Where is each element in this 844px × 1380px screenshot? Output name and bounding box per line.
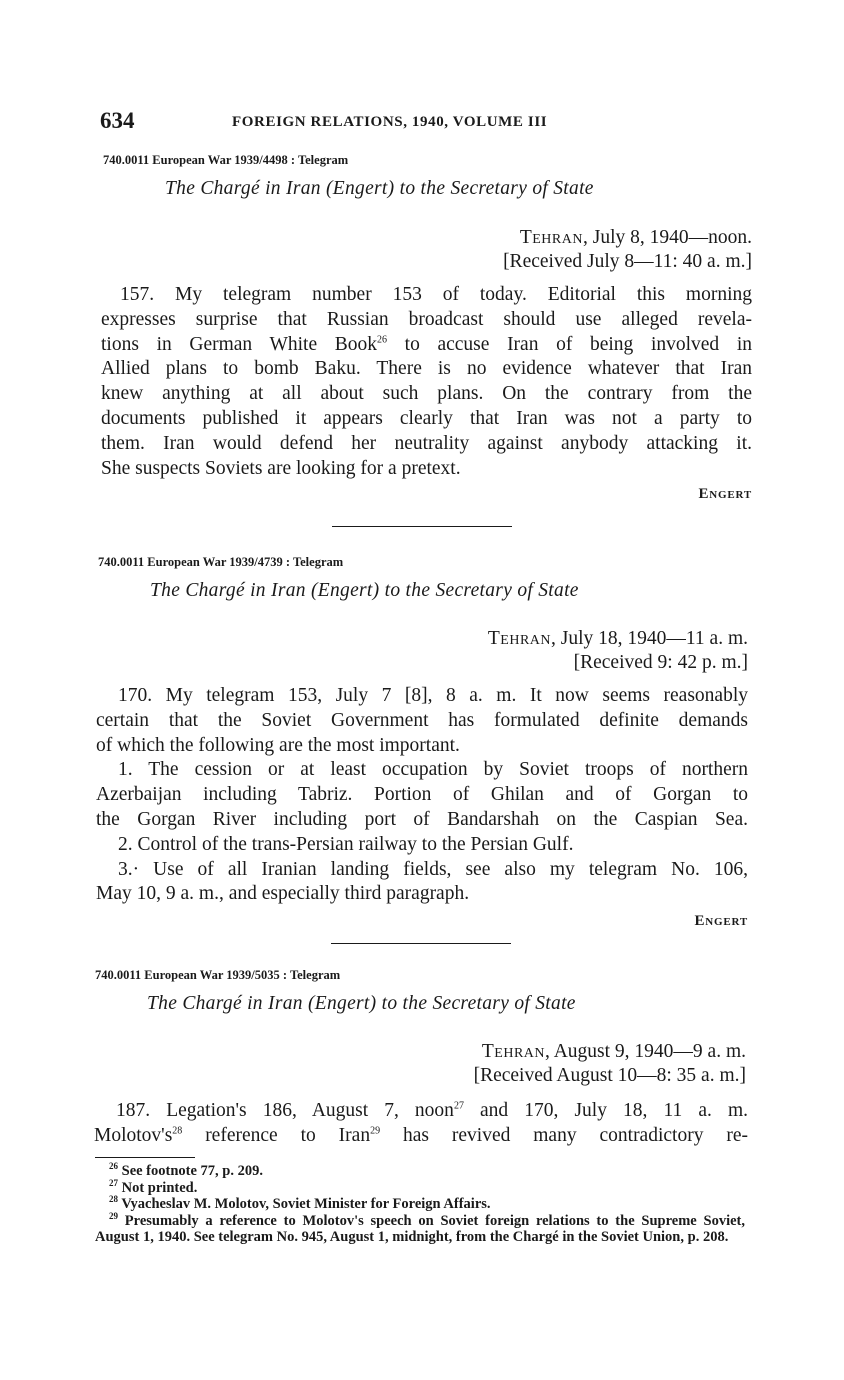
body-line: the Gorgan River including port of Bandarshah on the Caspian Sea. bbox=[96, 808, 748, 830]
body-line: of which the following are the most important. bbox=[96, 734, 460, 756]
dateline bbox=[503, 226, 752, 274]
dateline bbox=[488, 627, 748, 675]
footnote-ref: 28 bbox=[172, 1125, 183, 1137]
footnote-ref: 29 bbox=[370, 1125, 381, 1137]
section-divider bbox=[331, 943, 511, 944]
running-head bbox=[100, 108, 750, 138]
dateline-place: Tehran bbox=[487, 628, 552, 649]
signature: Engert bbox=[694, 913, 748, 929]
dateline-date: , July 18, 1940—11 a. m. bbox=[551, 628, 748, 649]
footnote-divider bbox=[95, 1157, 195, 1158]
body-line: May 10, 9 a. m., and especially third paragraph. bbox=[96, 883, 470, 905]
dateline bbox=[474, 1040, 746, 1088]
telegram-body bbox=[96, 684, 748, 907]
footnote: $^{29}$ Presumably a reference to Molotov's speech on Soviet foreign relations to the Supreme Soviet, August 1, 1940. See telegram No. 945, August 1, midnight, from the Chargé in the Soviet Union, p. 208. bbox=[95, 1210, 745, 1245]
dateline-place: Tehran bbox=[519, 227, 583, 248]
body-line: $Molotov's^{28}$ reference to Iran$^{29}$ has revived many contradictory re- bbox=[94, 1124, 748, 1146]
document-title: The Chargé in Iran (Engert) to the Secretary of State bbox=[165, 178, 594, 199]
body-line: 1. The cession or at least occupation by Soviet troops of northern bbox=[118, 759, 748, 781]
footnote-ref: 27 bbox=[453, 1100, 464, 1112]
body-line: 187. Legation's 186, August 7, noon$^{27}$ and 170, July 18, 11 a. m. bbox=[116, 1100, 748, 1121]
footnotes bbox=[95, 1163, 745, 1246]
footnote-ref: 26 bbox=[377, 334, 388, 346]
body-line: certain that the Soviet Government has formulated definite demands bbox=[96, 709, 748, 731]
body-line: 2. Control of the trans-Persian railway to the Persian Gulf. bbox=[118, 833, 574, 855]
received-line: [Received August 10—8: 35 a. m.] bbox=[473, 1065, 746, 1086]
file-reference: 740.0011 European War 1939/5035 : Telegram bbox=[95, 968, 341, 982]
body-line: expresses surprise that Russian broadcast should use alleged revela- bbox=[101, 308, 752, 330]
telegram-body bbox=[94, 1099, 748, 1149]
body-line: knew anything at all about such plans. On the contrary from the bbox=[101, 383, 752, 405]
document-title: The Chargé in Iran (Engert) to the Secretary of State bbox=[150, 580, 579, 601]
running-title: FOREIGN RELATIONS, 1940, VOLUME III bbox=[232, 114, 548, 130]
document-title: The Chargé in Iran (Engert) to the Secretary of State bbox=[147, 993, 576, 1014]
received-line: [Received July 8—11: 40 a. m.] bbox=[503, 251, 752, 272]
page-number: 634 bbox=[100, 108, 135, 133]
signature: Engert bbox=[698, 486, 752, 502]
body-line: Allied plans to bomb Baku. There is no evidence whatever that Iran bbox=[101, 358, 752, 380]
body-line: them. Iran would defend her neutrality against anybody attacking it. bbox=[101, 432, 752, 454]
footnote: $^{27}$ Not printed. bbox=[109, 1177, 198, 1196]
telegram-body bbox=[101, 283, 752, 481]
file-reference: 740.0011 European War 1939/4739 : Telegram bbox=[98, 555, 344, 569]
dateline-date: , July 8, 1940—noon. bbox=[582, 227, 752, 248]
body-line: 3.· Use of all Iranian landing fields, see also my telegram No. 106, bbox=[118, 858, 748, 880]
section-divider bbox=[332, 526, 512, 527]
body-line: Azerbaijan including Tabriz. Portion of Ghilan and of Gorgan to bbox=[96, 784, 748, 806]
body-line: tions in German White Book$^{26}$ to accuse Iran of being involved in bbox=[101, 333, 752, 355]
file-reference: 740.0011 European War 1939/4498 : Telegram bbox=[103, 153, 349, 167]
body-line: 157. My telegram number 153 of today. Editorial this morning bbox=[120, 284, 752, 305]
body-line: She suspects Soviets are looking for a pretext. bbox=[101, 457, 461, 479]
received-line: [Received 9: 42 p. m.] bbox=[573, 652, 748, 673]
dateline-date: , August 9, 1940—9 a. m. bbox=[545, 1041, 746, 1062]
body-line: documents published it appears clearly that Iran was not a party to bbox=[101, 407, 752, 429]
body-line: 170. My telegram 153, July 7 [8], 8 a. m. It now seems reasonably bbox=[118, 685, 748, 706]
footnote: $^{28}$ Vyacheslav M. Molotov, Soviet Minister for Foreign Affairs. bbox=[109, 1194, 491, 1212]
footnote: $^{26}$ See footnote 77, p. 209. bbox=[109, 1161, 263, 1179]
dateline-place: Tehran bbox=[481, 1041, 546, 1062]
